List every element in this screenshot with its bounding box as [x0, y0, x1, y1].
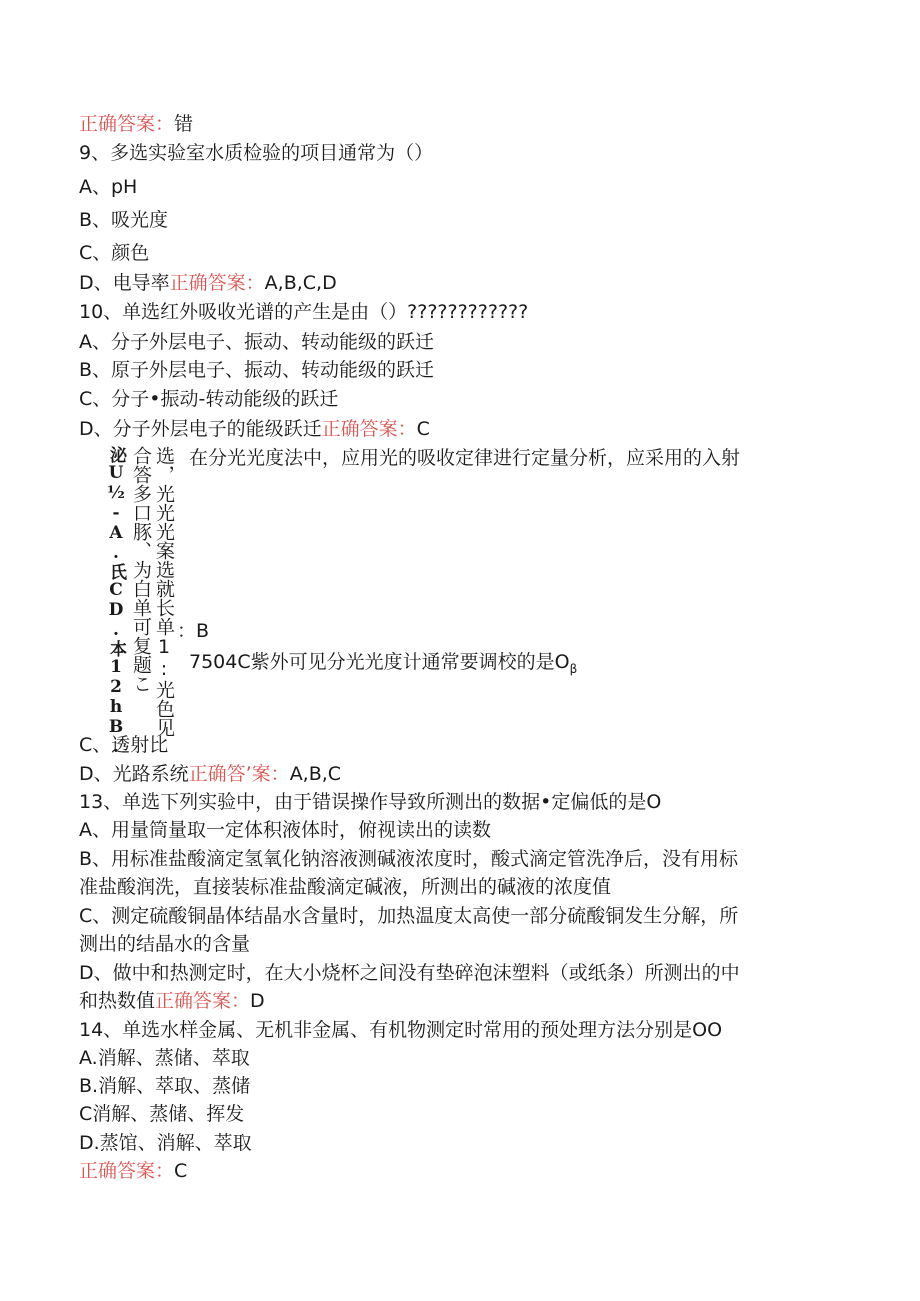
- answer-label: 正确答案：: [169, 272, 265, 294]
- option-b: B、用标准盐酸滴定氢氧化钠溶液测碱液浓度时，酸式滴定管洗净后，没有用标: [79, 848, 739, 870]
- answer-label: 正确答案：: [79, 1160, 175, 1182]
- option-a: A、pH: [79, 176, 138, 198]
- option-b-cont: 准盐酸润洗，直接装标准盐酸滴定碱液，所测出的碱液的浓度值: [79, 876, 612, 898]
- garbled-column-1: 泌U½-A.氏CD.本12hB.: [106, 446, 126, 757]
- garbled-column-2: 合答多口豚、为白单可复题こ: [130, 446, 152, 693]
- option-d: D、电导率正确答案：A,B,C,D: [79, 272, 337, 294]
- answer-line: [79, 1157, 187, 1185]
- option-c: C消解、蒸储、挥发: [79, 1103, 245, 1125]
- question-14: 14、单选水样金属、无机非金属、有机物测定时常用的预处理方法分别是OO: [79, 1019, 723, 1041]
- answer-value: 错: [174, 113, 194, 135]
- answer-label: 正确答案：: [155, 990, 251, 1012]
- option-b: B、吸光度: [79, 209, 169, 231]
- question-10: 10、单选红外吸收光谱的产生是由（）????????????: [79, 301, 529, 323]
- option-d: D.蒸馆、消解、萃取: [79, 1132, 252, 1154]
- garbled-answer-b: ：B: [177, 620, 210, 642]
- option-a: A、用量筒量取一定体积液体时，俯视读出的读数: [79, 819, 491, 841]
- answer-value: D: [250, 990, 265, 1012]
- option-c-cont: 测出的结晶水的含量: [79, 933, 251, 955]
- garbled-column-3: 选，光光光案选就长单1:光色见: [153, 446, 175, 737]
- option-c: C、测定硫酸铜晶体结晶水含量时，加热温度太高使一部分硫酸铜发生分解，所: [79, 905, 739, 927]
- option-d: D、分子外层电子的能级跃迁正确答案：C: [79, 418, 430, 440]
- garbled-line-b: 7504C紫外可见分光光度计通常要调校的是$O_\beta$: [189, 651, 578, 676]
- option-a: A.消解、蒸储、萃取: [79, 1047, 250, 1069]
- answer-label: 正确答案：: [79, 113, 175, 135]
- garbled-line-a: 在分光光度法中，应用光的吸收定律进行定量分析，应采用的入射: [189, 447, 741, 469]
- answer-value: A,B,C,D: [264, 272, 337, 294]
- option-d: D、光路系统正确答’案：A,B,C: [79, 763, 342, 785]
- option-b: B、原子外层电子、振动、转动能级的跃迁: [79, 359, 435, 381]
- answer-label: 正确答’案：: [188, 763, 290, 785]
- option-c: C、分子•振动-转动能级的跃迁: [79, 388, 339, 410]
- answer-value: C: [416, 418, 430, 440]
- option-b: B.消解、萃取、蒸储: [79, 1075, 251, 1097]
- option-a: A、分子外层电子、振动、转动能级的跃迁: [79, 331, 434, 353]
- question-13: 13、单选下列实验中，由于错误操作导致所测出的数据•定偏低的是O: [79, 791, 662, 813]
- answer-label: 正确答案：: [321, 418, 417, 440]
- option-c: C、透射比: [79, 734, 169, 756]
- option-d-cont: 和热数值正确答案：D: [79, 990, 265, 1012]
- option-d: D、做中和热测定时，在大小烧杯之间没有垫碎泡沫塑料（或纸条）所测出的中: [79, 962, 740, 984]
- option-c: C、颜色: [79, 242, 150, 264]
- answer-line: [79, 110, 193, 138]
- question-9: 9、多选实验室水质检验的项目通常为（）: [79, 142, 434, 164]
- answer-value: C: [174, 1160, 188, 1182]
- answer-value: A,B,C: [289, 763, 342, 785]
